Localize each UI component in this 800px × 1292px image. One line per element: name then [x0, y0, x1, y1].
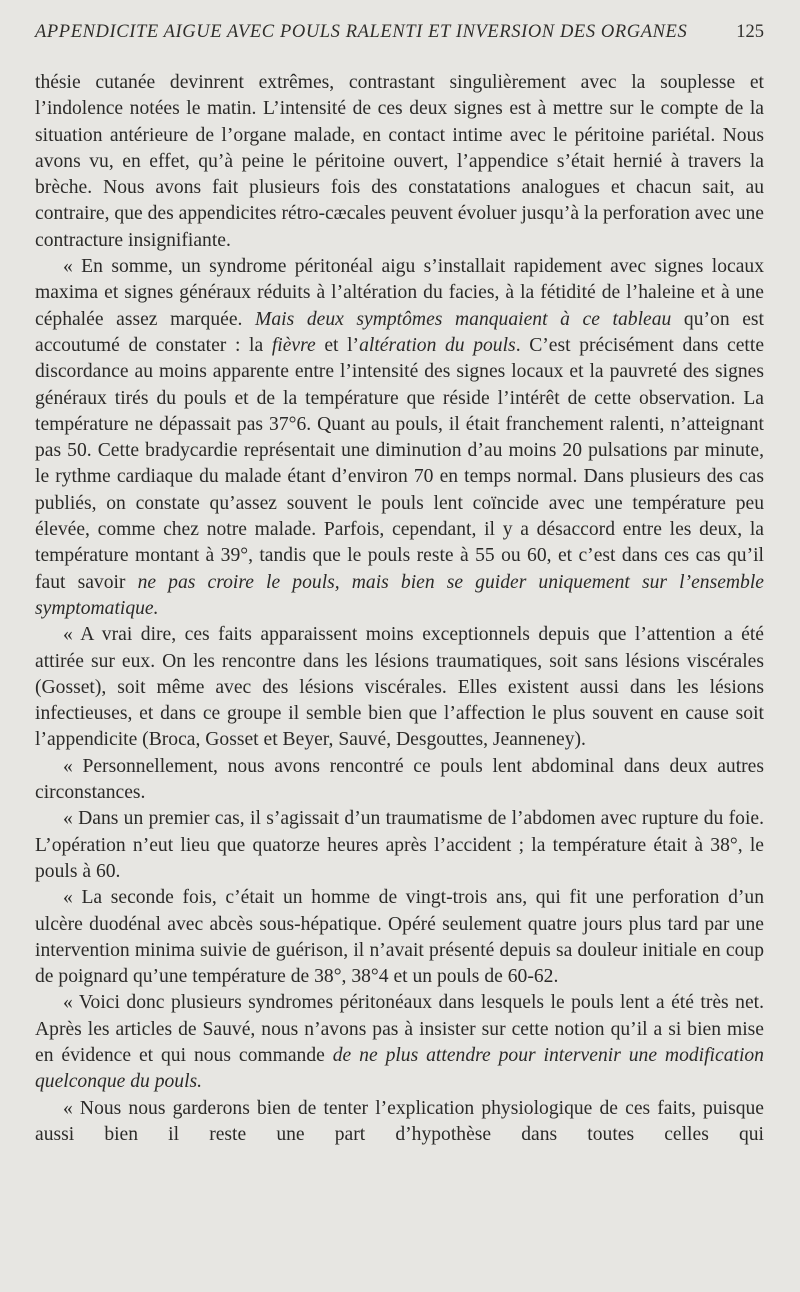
paragraph-7-emphasis-recommendation: de ne plus attendre pour intervenir une modification quelconque du pouls.	[35, 1044, 764, 1093]
paragraph-2-emphasis-guidance: ne pas croire le pouls, mais bien se guider uniquement sur l’ensemble symptomatique.	[35, 571, 764, 619]
paragraph-6: « La seconde fois, c’était un homme de vingt-trois ans, qui fit une perforation d’un ulcère duodénal avec abcès sous-hépatique. Opéré seulement quatre jours plus tard par une intervention minima suivie de guérison, il n’avait présenté depuis sa douleur initiale en coup de poignard qu’une température de 38°, 38°4 et un pouls de 60-62.	[35, 887, 764, 988]
paragraph-8: « Nous nous garderons bien de tenter l’explication physiologique de ces faits, puisque aussi bien il reste une part d’hypothèse dans toutes celles qui	[35, 1097, 764, 1145]
paragraph-2-part-e: et l’	[315, 334, 360, 356]
paragraph-2-part-a: « En somme, un syndrome péritonéal aigu s’installait rapidement avec signes locaux maxima et signes généraux réduits à l’altération du facies, à la fétidité de l’haleine et à une céphalée assez marquée.	[35, 256, 764, 330]
paragraph-2-emphasis-symptoms: Mais deux symptômes manquaient à ce tableau	[255, 308, 672, 330]
paragraph-3: « A vrai dire, ces faits apparaissent moins exceptionnels depuis que l’attention a été attirée sur eux. On les rencontre dans les lésions traumatiques, soit sans lésions viscérales (Gosset), soit même avec des lésions viscérales. Elles existent aussi dans les lésions infectieuses, et dans ce groupe il semble bien que l’affection le plus souvent en cause soit l’appendicite (Broca, Gosset et Beyer, Sauvé, Desgouttes, Jeanneney).	[35, 624, 764, 751]
paragraph-2	[35, 254, 764, 622]
paragraph-2-part-c: qu’on est accoutumé de constater : la	[35, 308, 765, 356]
paragraph-7-part-a: « Voici donc plusieurs syndromes péritonéaux dans lesquels le pouls lent a été très net. Après les articles de Sauvé, nous n’avons pas à insister sur cette notion qu’il a si bien mise en évidence et qui nous commande	[35, 992, 764, 1066]
page-number: 125	[736, 22, 764, 42]
running-title: APPENDICITE AIGUE AVEC POULS RALENTI ET INVERSION DES ORGANES	[35, 22, 688, 42]
paragraph-2-emphasis-pulse: altération du pouls	[359, 334, 516, 356]
running-head	[35, 0, 764, 52]
paragraph-1: thésie cutanée devinrent extrêmes, contrastant singulièrement avec la souplesse et l’indolence notées le matin. L’intensité de ces deux signes est à mettre sur le compte de la situation antérieure de l’organe malade, en contact intime avec le péritoine pariétal. Nous avons vu, en effet, qu’à peine le péritoine ouvert, l’appendice s’était hernié à travers la brèche. Nous avons fait plusieurs fois des constatations analogues et chacun sait, au contraire, que des appendicites rétro-cæcales peuvent évoluer jusqu’à la perforation avec une contracture insignifiante.	[35, 72, 764, 251]
paragraph-7	[35, 990, 764, 1095]
body-text	[35, 70, 764, 1148]
paragraph-5: « Dans un premier cas, il s’agissait d’un traumatisme de l’abdomen avec rupture du foie. L’opération n’eut lieu que quatorze heures après l’accident ; la température était à 38°, le pouls à 60.	[35, 808, 764, 882]
paragraph-4: « Personnellement, nous avons rencontré ce pouls lent abdominal dans deux autres circonstances.	[35, 755, 764, 804]
paragraph-2-emphasis-fever: fièvre	[271, 334, 316, 356]
paragraph-2-part-g: . C’est précisément dans cette discordance au moins apparente entre l’intensité des signes locaux et la pauvreté des signes généraux tirés du pouls et de la température que réside l’intérêt de cette observation. La température ne dépassait pas 37°6. Quant au pouls, il était franchement ralenti, n’atteignant pas 50. Cette bradycardie représentait une diminution d’au moins 20 pulsations par minute, le rythme cardiaque du malade étant d’environ 70 en temps normal. Dans plusieurs des cas publiés, on constate qu’assez souvent le pouls lent coïncide avec une température peu élevée, comme chez notre malade. Parfois, cependant, il y a désaccord entre les deux, la température montant à 39°, tandis que le pouls reste à 55 ou 60, et c’est dans ces cas qu’il faut savoir	[35, 334, 765, 593]
